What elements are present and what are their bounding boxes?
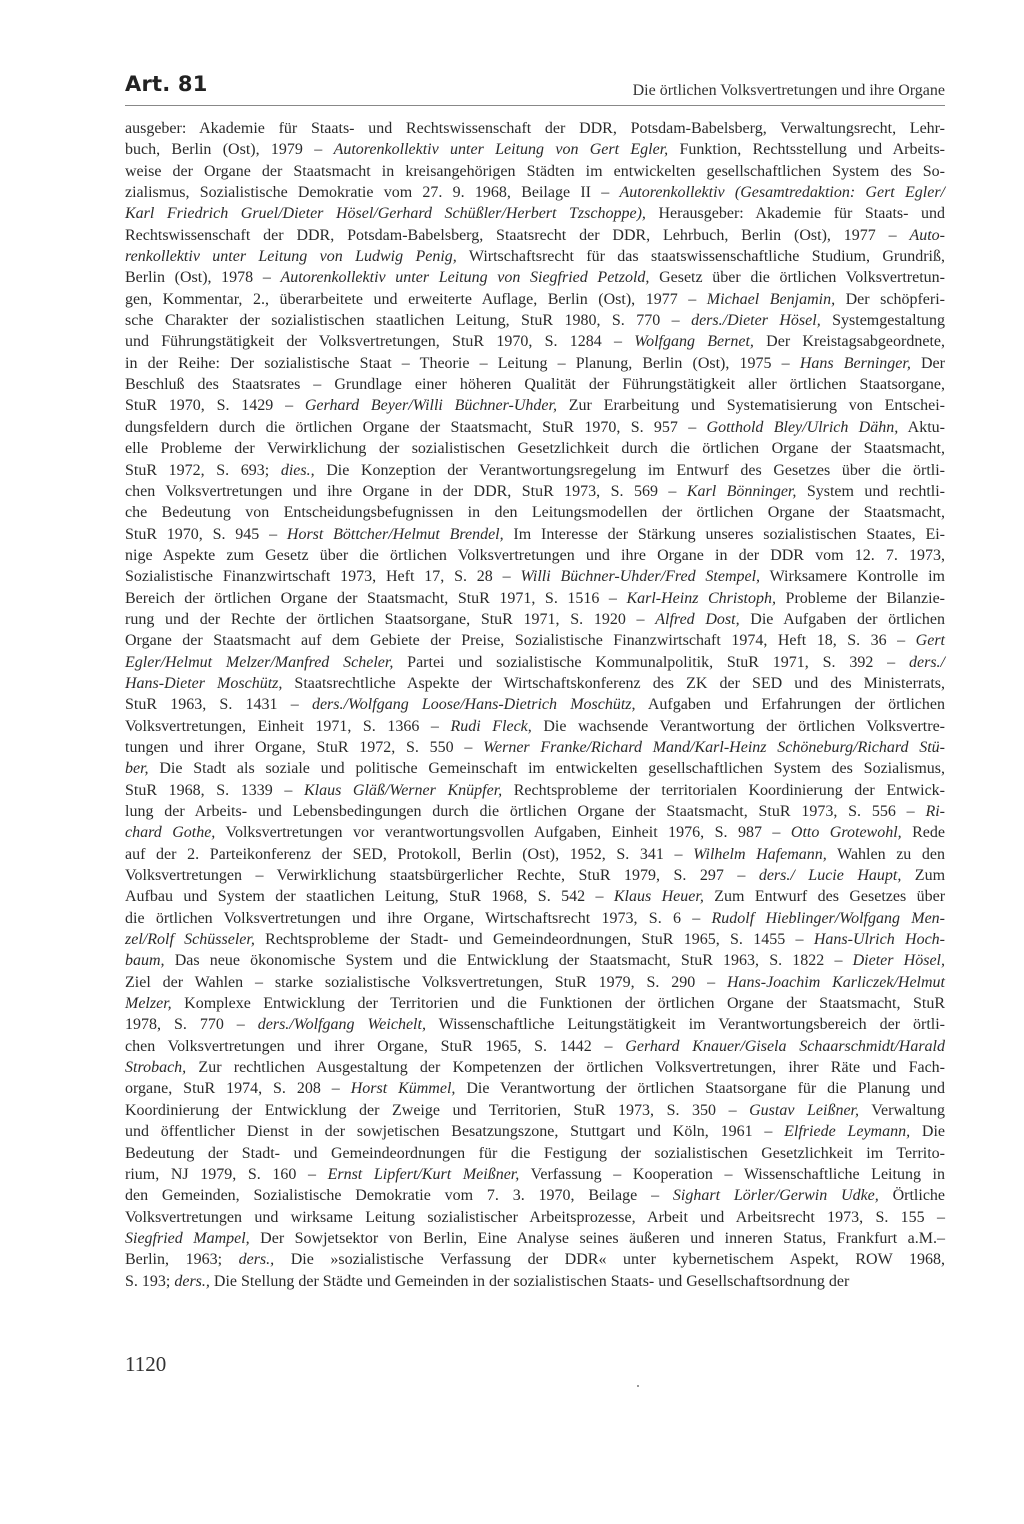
author-name: Wolfgang Bernet, [634, 333, 754, 351]
citation-text: StuR 1970, S. 945 – [125, 525, 287, 543]
citation-text: Rede [901, 824, 945, 842]
author-name: Karl Bönninger, [686, 482, 797, 500]
text-line [125, 652, 945, 673]
citation-text: den Gemeinden, Sozialistische Demokratie vom 7. 3. 1970, Beilage – [125, 1187, 673, 1205]
citation-text: ausgeber: Akademie für Staats- und Rechtswissenschaft der DDR, Potsdam-Babelsberg, Verwaltungsrecht, Lehr- [125, 120, 945, 137]
text-line [125, 993, 945, 1014]
citation-text: Wahlen zu den [826, 845, 946, 863]
citation-text: Die wachsende Verantwortung der örtlichen Volksvertre- [531, 717, 946, 735]
author-name: renkollektiv unter Leitung von Ludwig Penig, [125, 248, 457, 266]
author-name: Alfred Dost, [655, 610, 740, 628]
text-line [125, 545, 945, 566]
citation-text: buch, Berlin (Ost), 1979 – [125, 141, 334, 159]
text-line [125, 502, 945, 523]
author-name: Auto- [909, 226, 945, 244]
citation-text: System und rechtli- [796, 482, 946, 500]
citation-text: sche Charakter der sozialistischen staatlichen Leitung, StuR 1980, S. 770 – [125, 312, 692, 330]
citation-text: rung und der Rechte der örtlichen Staatsorgane, StuR 1971, S. 1920 – [125, 610, 656, 628]
text-line [125, 1185, 945, 1206]
citation-text: Die Verantwortung der örtlichen Staatsorgane für die Planung und [455, 1080, 945, 1098]
citation-text: Örtliche [878, 1187, 946, 1205]
author-name: Melzer, [125, 995, 172, 1013]
author-name: Otto Grotewohl, [790, 824, 902, 842]
citation-text: Wirtschaftsrecht für das staatswissenschaftliche Studium, Grundriß, [456, 248, 945, 266]
citation-text: Probleme der Bilanzie- [776, 589, 946, 607]
text-line [125, 395, 945, 416]
specks-mark [637, 1385, 639, 1387]
text-line [125, 716, 945, 737]
citation-text: Partei und sozialistische Kommunalpolitik, StuR 1971, S. 392 – [393, 653, 909, 671]
author-name: Gerhard Knauer/Gisela Schaarschmidt/Harald [625, 1037, 946, 1055]
text-line [125, 972, 945, 993]
author-name: Gotthold Bley/Ulrich Dähn, [706, 418, 899, 436]
text-line [125, 1228, 945, 1249]
citation-text: Gesetz über die örtlichen Volksvertretun- [649, 269, 946, 287]
citation-text: Die Aufgaben der örtlichen [739, 610, 945, 628]
citation-text: Die Stellung der Städte und Gemeinden in der sozialistischen Staats- und Gesellschaftsordnung der [209, 1272, 850, 1290]
author-name: Hans-Dieter Moschütz, [125, 674, 283, 692]
citation-text: Herausgeber: Akademie für Staats- und [645, 205, 945, 223]
citation-text: Der [910, 354, 945, 372]
citation-text: Koordinierung der Entwicklung der Zweige und Territorien, StuR 1973, S. 350 – [125, 1101, 750, 1119]
author-name: Autorenkollektiv unter Leitung von Siegfried Petzold, [280, 269, 650, 287]
author-name: ber, [125, 760, 149, 778]
author-name: Horst Kümmel, [350, 1080, 456, 1098]
text-line [125, 1249, 945, 1270]
citation-text: Der Sowjetsektor von Berlin, Eine Analyse seines äußeren und inneren Status, Frankfurt a.M.– [249, 1229, 945, 1247]
citation-text: Die Konzeption der Verantwortungsregelung im Entwurf des Gesetzes über die örtli- [314, 461, 946, 479]
citation-text: Aktu- [898, 418, 945, 436]
citation-text: Volksvertretungen und wirksame Leitung sozialistischer Arbeitsprozesse, Arbeit und Arbeitsrecht 1973, S. 155 – [125, 1208, 945, 1226]
citation-text: Der Kreistagsabgeordnete, [753, 333, 946, 351]
citation-text: S. 193; [125, 1272, 175, 1290]
text-line [125, 566, 945, 587]
citation-text: Die »sozialistische Verfassung der DDR« unter kybernetischem Aspekt, ROW 1968, [274, 1251, 945, 1269]
author-name: ders./Wolfgang Weichelt, [257, 1016, 426, 1034]
author-name: Michael Benjamin, [706, 290, 836, 308]
citation-text: Der schöpferi- [835, 290, 945, 308]
author-name: ders./Dieter Hösel, [691, 312, 821, 330]
author-name: Rudolf Hieblinger/Wolfgang Men- [711, 909, 945, 927]
text-line [125, 1014, 945, 1035]
author-name: baum, [125, 952, 165, 970]
citation-text: Beschluß des Staatsrates – Grundlage einer höheren Qualität der Führungstätigkeit aller örtlichen Staatsorgane, [125, 376, 945, 394]
citation-text: weise der Organe der Staatsmacht in kreisangehörigen Städten im entwickelten gesellschaftlichen System des So- [125, 162, 945, 180]
author-name: Klaus Gläß/Werner Knüpfer, [303, 781, 503, 799]
text-line [125, 1121, 945, 1142]
text-line [125, 524, 945, 545]
header-rule [125, 105, 945, 106]
text-line [125, 1100, 945, 1121]
citation-text: dungsfeldern durch die örtlichen Organe der Staatsmacht, StuR 1970, S. 957 – [125, 418, 707, 436]
text-line [125, 1057, 945, 1078]
citation-text: Berlin, 1963; [125, 1251, 239, 1269]
text-line [125, 289, 945, 310]
text-line [125, 630, 945, 651]
author-name: Dieter Hösel, [852, 952, 945, 970]
author-name: Strobach, [125, 1059, 187, 1077]
bibliography-text [125, 118, 945, 1292]
text-line [125, 203, 945, 224]
text-line [125, 161, 945, 182]
citation-text: Bedeutung der Stadt- und Gemeindeordnungen für die Festigung der sozialistischen Gesetzlichkeit im Territo- [125, 1144, 945, 1162]
citation-text: Das neue ökonomische System und die Entwicklung der Staatsmacht, StuR 1963, S. 1822 – [164, 952, 853, 970]
author-name: Hans-Ulrich Hoch- [813, 931, 945, 949]
citation-text: StuR 1963, S. 1431 – [125, 696, 312, 714]
citation-text: Rechtsprobleme der territorialen Koordinierung der Entwick- [502, 781, 945, 799]
citation-text: Wirksamere Kontrolle im [760, 568, 945, 586]
citation-text: Verfassung – Kooperation – Wissenschaftliche Leitung in [519, 1165, 946, 1183]
author-name: ders., [174, 1272, 210, 1290]
author-name: Ri- [925, 803, 945, 820]
citation-text: che Bedeutung von Entscheidungsbefugnissen in den Leitungsmodellen der örtlichen Organe der Staatsmacht, [125, 504, 945, 522]
running-header [125, 72, 945, 106]
citation-text: StuR 1972, S. 693; [125, 461, 281, 479]
section-title: Die örtlichen Volksvertretungen und ihre Organe [632, 82, 945, 99]
text-line [125, 246, 945, 267]
text-line [125, 950, 945, 971]
citation-text: Aufbau und System der staatlichen Leitung, StuR 1968, S. 542 – [125, 888, 614, 906]
author-name: Hans Berninger, [799, 354, 911, 372]
citation-text: StuR 1970, S. 1429 – [125, 397, 305, 415]
text-line [125, 609, 945, 630]
author-name: ders./ [908, 653, 945, 671]
text-line [125, 673, 945, 694]
citation-text: Im Interesse der Stärkung unseres sozialistischen Staates, Ei- [503, 525, 945, 543]
citation-text: in der Reihe: Der sozialistische Staat – Theorie – Leitung – Planung, Berlin (Ost), 1975 – [125, 354, 800, 372]
citation-text: Komplexe Entwicklung der Territorien und die Funktionen der örtlichen Organe der Staatsmacht, StuR [171, 995, 945, 1013]
author-name: Klaus Heuer, [613, 888, 704, 906]
citation-text: Volksvertretungen, Einheit 1971, S. 1366 – [125, 717, 451, 735]
citation-text: und Führungstätigkeit der Volksvertretungen, StuR 1970, S. 1284 – [125, 333, 635, 351]
citation-text: nige Aspekte zum Gesetz über die örtlichen Volksvertretungen und ihre Organe in der DDR vom 12. 7. 1973, [125, 546, 945, 564]
text-line [125, 1164, 945, 1185]
text-line [125, 1036, 945, 1057]
author-name: Autorenkollektiv (Gesamtredaktion: Gert Egler/ [619, 184, 945, 202]
citation-text: chen Volksvertretungen und ihrer Organe, StuR 1965, S. 1442 – [125, 1037, 626, 1055]
text-line [125, 822, 945, 843]
author-name: Gustav Leißner, [749, 1101, 859, 1119]
author-name: Sighart Lörler/Gerwin Udke, [672, 1187, 879, 1205]
citation-text: Staatsrechtliche Aspekte der Wirtschaftskonferenz des ZK der SED und des Ministerrats, [282, 674, 945, 692]
text-line [125, 844, 945, 865]
text-line [125, 182, 945, 203]
citation-text: zialismus, Sozialistische Demokratie vom 27. 9. 1968, Beilage II – [125, 184, 620, 202]
author-name: ders./Wolfgang Loose/Hans-Dietrich Moschütz, [311, 696, 636, 714]
author-name: ders./ Lucie Haupt, [758, 867, 902, 885]
article-number: Art. 81 [125, 72, 208, 96]
author-name: Gert [915, 632, 945, 650]
citation-text: Funktion, Rechtsstellung und Arbeits- [668, 141, 946, 159]
citation-text: Systemgestaltung [820, 312, 946, 330]
text-line [125, 353, 945, 374]
author-name: Gerhard Beyer/Willi Büchner-Uhder, [304, 397, 557, 415]
author-name: Hans-Joachim Karliczek/Helmut [726, 973, 946, 991]
author-name: Werner Franke/Richard Mand/Karl-Heinz Schöneburg/Richard Stü- [483, 738, 945, 756]
citation-text: und öffentlicher Dienst in der sowjetischen Besatzungszone, Stuttgart und Köln, 1961 – [125, 1123, 785, 1141]
text-line [125, 780, 945, 801]
citation-text: rium, NJ 1979, S. 160 – [125, 1165, 328, 1183]
text-line [125, 267, 945, 288]
citation-text: Rechtswissenschaft der DDR, Potsdam-Babelsberg, Staatsrecht der DDR, Lehrbuch, Berlin (Ost), 1977 – [125, 226, 910, 244]
citation-text: Volksvertretungen vor verantwortungsvollen Aufgaben, Einheit 1976, S. 987 – [215, 824, 791, 842]
citation-text: gen, Kommentar, 2., überarbeitete und erweiterte Auflage, Berlin (Ost), 1977 – [125, 290, 707, 308]
citation-text: Verwaltung [859, 1101, 946, 1119]
author-name: Elfriede Leymann, [784, 1123, 911, 1141]
text-line [125, 1078, 945, 1099]
citation-text: lung der Arbeits- und Lebensbedingungen durch die örtlichen Organe der Staatsmacht, StuR 1973, S. 556 – [125, 803, 926, 820]
text-line [125, 460, 945, 481]
citation-text: Wissenschaftliche Leitungstätigkeit im Verantwortungsbereich der örtli- [425, 1016, 946, 1034]
citation-text: Die Stadt als soziale und politische Gemeinschaft im entwickelten gesellschaftlichen System des Sozialismus, [148, 760, 945, 778]
citation-text: Die [910, 1123, 946, 1141]
citation-text: Sozialistische Finanzwirtschaft 1973, Heft 17, S. 28 – [125, 568, 521, 586]
citation-text: Zur Erarbeitung und Systematisierung von Entschei- [556, 397, 945, 415]
text-line [125, 694, 945, 715]
text-line [125, 118, 945, 139]
page-number: 1120 [125, 1352, 167, 1376]
text-line [125, 481, 945, 502]
citation-text: auf der 2. Parteikonferenz der SED, Protokoll, Berlin (Ost), 1952, S. 341 – [125, 845, 694, 863]
text-line [125, 588, 945, 609]
citation-text: Bereich der örtlichen Organe der Staatsmacht, StuR 1971, S. 1516 – [125, 589, 627, 607]
author-name: Karl-Heinz Christoph, [626, 589, 776, 607]
author-name: Autorenkollektiv unter Leitung von Gert Egler, [333, 141, 669, 159]
author-name: Ernst Lipfert/Kurt Meißner, [327, 1165, 520, 1183]
text-line [125, 865, 945, 886]
citation-text: organe, StuR 1974, S. 208 – [125, 1080, 351, 1098]
text-line [125, 310, 945, 331]
citation-text: Organe der Staatsmacht auf dem Gebiete der Preise, Sozialistische Finanzwirtschaft 1974, Heft 18, S. 36 – [125, 632, 916, 650]
author-name: Wilhelm Hafemann, [693, 845, 827, 863]
author-name: Egler/Helmut Melzer/Manfred Scheler, [125, 653, 394, 671]
citation-text: Ziel der Wahlen – starke sozialistische Volksvertretungen, StuR 1979, S. 290 – [125, 973, 727, 991]
text-line [125, 886, 945, 907]
citation-text: 1978, S. 770 – [125, 1016, 258, 1034]
text-line [125, 139, 945, 160]
text-line [125, 374, 945, 395]
citation-text: Rechtsprobleme der Stadt- und Gemeindeordnungen, StuR 1965, S. 1455 – [254, 931, 814, 949]
author-name: Karl Friedrich Gruel/Dieter Hösel/Gerhard Schüßler/Herbert Tzschoppe), [125, 205, 646, 223]
text-line [125, 331, 945, 352]
citation-text: Zum [901, 867, 946, 885]
citation-text: Aufgaben und Erfahrungen der örtlichen [635, 696, 946, 714]
citation-text: Zum Entwurf des Gesetzes über [703, 888, 946, 906]
citation-text: chen Volksvertretungen und ihre Organe in der DDR, StuR 1973, S. 569 – [125, 482, 687, 500]
text-line [125, 737, 945, 758]
text-line [125, 801, 945, 822]
author-name: ders., [238, 1251, 275, 1269]
author-name: Rudi Fleck, [450, 717, 532, 735]
citation-text: Zur rechtlichen Ausgestaltung der Kompetenzen der örtlichen Volksvertretungen, ihrer Räte und Fach- [186, 1059, 945, 1077]
author-name: Siegfried Mampel, [125, 1229, 250, 1247]
author-name: dies., [280, 461, 315, 479]
text-line [125, 225, 945, 246]
citation-text: elle Probleme der Verwirklichung der sozialistischen Gesetzlichkeit durch die örtlichen Organe der Staatsmacht, [125, 440, 945, 458]
citation-text: tungen und ihrer Organe, StuR 1972, S. 550 – [125, 738, 484, 756]
citation-text: StuR 1968, S. 1339 – [125, 781, 304, 799]
citation-text: die örtlichen Volksvertretungen und ihre Organe, Wirtschaftsrecht 1973, S. 6 – [125, 909, 712, 927]
text-line [125, 1143, 945, 1164]
citation-text: Berlin (Ost), 1978 – [125, 269, 281, 287]
author-name: Horst Böttcher/Helmut Brendel, [286, 525, 504, 543]
author-name: zel/Rolf Schüsseler, [125, 931, 255, 949]
text-line [125, 438, 945, 459]
text-line [125, 1207, 945, 1228]
text-line [125, 929, 945, 950]
text-line [125, 1271, 945, 1292]
citation-text: Volksvertretungen – Verwirklichung staatsbürgerlicher Rechte, StuR 1979, S. 297 – [125, 867, 759, 885]
author-name: chard Gothe, [125, 824, 216, 842]
text-line [125, 908, 945, 929]
author-name: Willi Büchner-Uhder/Fred Stempel, [520, 568, 761, 586]
text-line [125, 758, 945, 779]
text-line [125, 417, 945, 438]
